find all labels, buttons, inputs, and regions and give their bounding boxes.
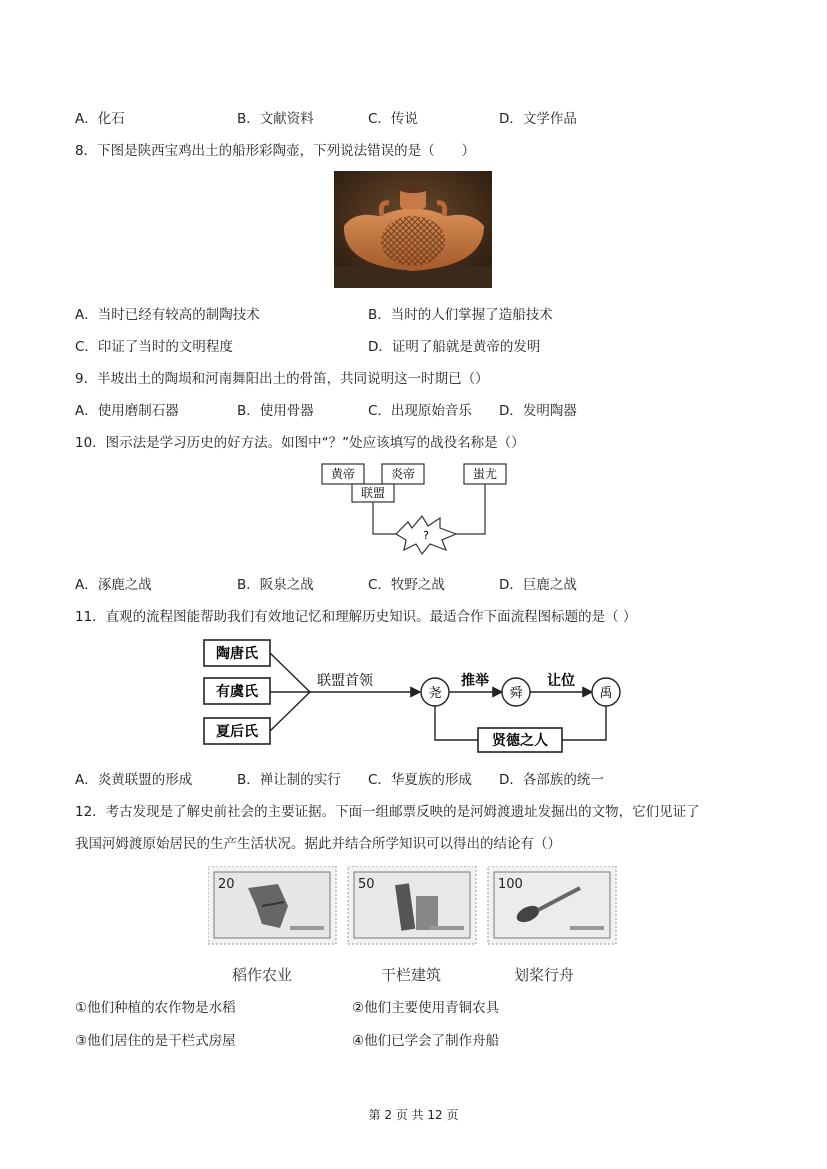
q10-lianmeng-label: 联盟 [360,486,386,500]
q7-option-a: A．化石 [75,111,125,127]
q10-yandi-label: 炎帝 [390,467,416,481]
q9-stem: 9．半坡出土的陶埙和河南舞阳出土的骨笛，共同说明这一时期已（） [75,371,489,387]
stamp-stilt-building [348,866,476,944]
q8-option-d: D．证明了船就是黄帝的发明 [368,339,541,355]
q10-option-a: A．涿鹿之战 [75,577,152,593]
q12-stamps [208,866,618,946]
q12-statement-4: ④他们已学会了制作舟船 [352,1033,500,1049]
pottery-boat-pot-image [334,171,492,288]
q11-flowchart [200,636,640,754]
q10-option-d: D．巨鹿之战 [499,577,577,593]
q7-option-c: C．传说 [368,111,418,127]
stamp-rice-farming [208,866,336,944]
q11-option-d: D．各部族的统一 [499,772,604,788]
q7-option-d: D．文学作品 [499,111,577,127]
q10-diagram [318,462,508,558]
page-footer: 第 2 页 共 12 页 [368,1108,459,1122]
stamp-1-value: 20 [218,877,235,892]
stamp-1-caption: 稻作农业 [232,966,293,984]
q11-lianmeng-label: 联盟首领 [317,673,373,689]
q11-tribe-taotang: 陶唐氏 [216,646,258,662]
q12-stem-line1: 12．考古发现是了解史前社会的主要证据。下面一组邮票反映的是河姆渡遗址发掘出的文物，它们见证了 [75,804,700,820]
q10-chiyou-label: 蚩尤 [472,467,498,481]
q11-rangwei-label: 让位 [547,673,575,689]
q8-option-a: A．当时已经有较高的制陶技术 [75,307,260,323]
q9-option-c: C．出现原始音乐 [368,403,472,419]
q10-question-mark: ? [423,529,429,542]
q12-statement-3: ③他们居住的是干栏式房屋 [75,1033,236,1049]
q11-yao: 尧 [428,686,442,701]
q9-option-a: A．使用磨制石器 [75,403,179,419]
q8-stem: 8．下图是陕西宝鸡出土的船形彩陶壶，下列说法错误的是（ ） [75,143,476,159]
stamp-2-value: 50 [358,877,375,892]
q12-statement-1: ①他们种植的农作物是水稻 [75,1000,236,1016]
q10-option-b: B．阪泉之战 [237,577,314,593]
q8-option-c: C．印证了当时的文明程度 [75,339,233,355]
q11-option-b: B．禅让制的实行 [237,772,341,788]
q11-shun: 舜 [509,686,523,701]
q11-xiande-label: 贤德之人 [492,733,548,749]
q12-statement-2: ②他们主要使用青铜农具 [352,1000,500,1016]
q10-huangdi-label: 黄帝 [330,467,356,481]
q11-tribe-xiahou: 夏后氏 [216,724,258,740]
q11-option-c: C．华夏族的形成 [368,772,472,788]
q11-option-a: A．炎黄联盟的形成 [75,772,193,788]
q12-stem-line2: 我国河姆渡原始居民的生产生活状况。据此并结合所学知识可以得出的结论有（） [75,836,561,852]
stamp-3-caption: 划桨行舟 [514,966,575,984]
stamp-2-caption: 干栏建筑 [381,966,442,984]
q11-yu: 禹 [599,686,613,701]
q10-option-c: C．牧野之战 [368,577,445,593]
stamp-3-value: 100 [498,877,523,892]
q11-tribe-youyu: 有虞氏 [216,684,258,700]
q9-option-b: B．使用骨器 [237,403,314,419]
stamp-paddle-boat [488,866,616,944]
q11-stem: 11．直观的流程图能帮助我们有效地记忆和理解历史知识。最适合作下面流程图标题的是（ ） [75,609,637,625]
q9-option-d: D．发明陶器 [499,403,577,419]
q11-tuiju-label: 推举 [461,673,489,689]
q10-stem: 10．图示法是学习历史的好方法。如图中“？”处应该填写的战役名称是（） [75,435,525,451]
q8-option-b: B．当时的人们掌握了造船技术 [368,307,553,323]
q7-option-b: B．文献资料 [237,111,314,127]
